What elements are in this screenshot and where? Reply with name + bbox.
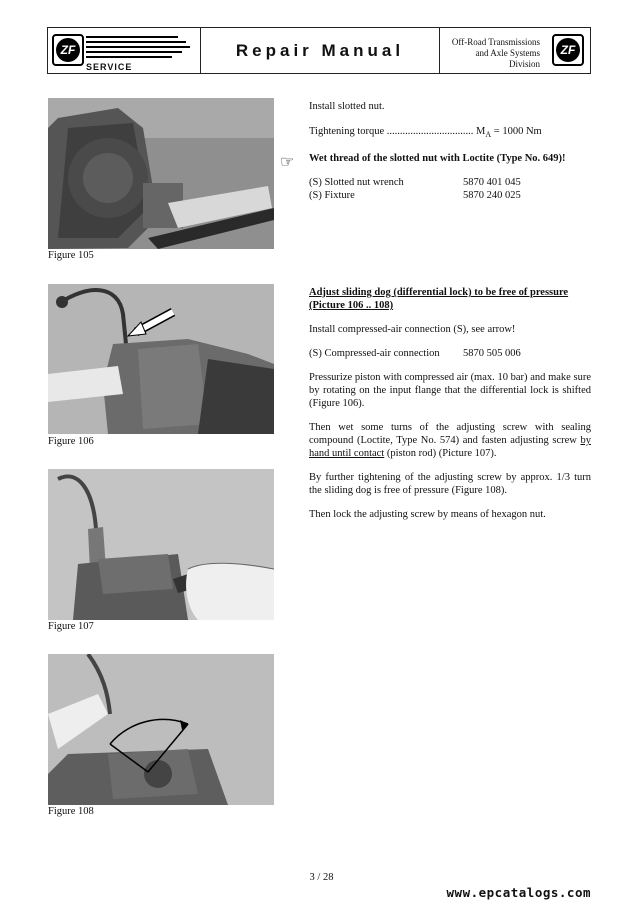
section-heading [309,286,591,312]
torque-label: Tightening torque ................................. [309,126,474,137]
figure-106-photo [48,284,274,434]
tool-row [309,189,591,202]
torque-subscript: A [485,130,492,140]
adjusting-screw-text-a: Then wet some turns of the adjusting screw with sealing compound (Loctite, Type No. 574) and fasten adjusting screw [309,422,591,446]
zf-logo-right [552,34,584,66]
loctite-note: Wet thread of the slotted nut with Loctite (Type No. 649)! [309,153,566,165]
zf-logo-right-text: ZF [556,38,580,62]
figure-107-caption: Figure 107 [48,621,94,632]
service-label: SERVICE [86,62,133,72]
adjusting-screw-text-b: (piston rod) (Picture 107). [384,448,497,459]
figure-107-photo [48,469,274,620]
tool-name: (S) Compressed-air connection [309,348,440,359]
tool-number: 5870 401 045 [463,177,521,189]
adjusting-screw-text [309,421,591,460]
tool-name: (S) Fixture [309,190,355,202]
adjusting-screw-photo [48,469,274,620]
zf-service-logo [48,28,201,73]
division-line-3: Division [508,59,540,69]
torque-value: = 1000 Nm [491,126,542,137]
page-header [47,27,591,74]
torque-line [309,125,591,141]
axle-slotted-nut-photo [48,98,274,249]
adjusting-screw-text-underlined: by hand until contact [309,435,591,459]
tool-number: 5870 505 006 [463,348,521,359]
figure-108-photo [48,654,274,805]
figure-105-photo [48,98,274,249]
install-slotted-nut-text: Install slotted nut. [309,101,385,112]
speed-lines-icon [86,34,194,60]
torque-symbol: M [476,126,486,137]
tool-row [309,176,591,189]
sliding-dog-adjust-photo [48,654,274,805]
install-connection-text: Install compressed-air connection (S), see arrow! [309,324,516,335]
pressurize-text: Pressurize piston with compressed air (max. 10 bar) and make sure by rotating on the input flange that the differential lock is shifted (Figure 106). [309,372,591,409]
section-heading-line-1: Adjust sliding dog (differential lock) to be free of pressure [309,287,569,298]
tools-list [309,176,591,202]
tool-name: (S) Slotted nut wrench [309,177,404,189]
pointing-hand-icon: ☞ [280,154,295,171]
lock-screw-text: Then lock the adjusting screw by means of hexagon nut. [309,509,546,520]
division-text [452,37,540,70]
zf-logo-text: ZF [56,38,80,62]
page-number: 3 / 28 [309,872,334,883]
division-line-1: Off-Road Transmissions [451,37,540,47]
further-tightening-text: By further tightening of the adjusting screw by approx. 1/3 turn the sliding dog is free of pressure (Figure 108). [309,472,591,496]
document-title: Repair Manual [201,28,440,73]
figure-108-caption: Figure 108 [48,806,94,817]
tool-number: 5870 240 025 [463,190,521,202]
watermark-link[interactable]: www.epcatalogs.com [446,885,591,900]
section-slotted-nut [309,100,591,202]
compressed-air-connection-photo [48,284,274,434]
section-sliding-dog [309,286,591,521]
section-heading-line-2: (Picture 106 .. 108) [309,300,394,311]
tool-row [309,347,591,360]
figure-105-caption: Figure 105 [48,250,94,261]
figure-106-caption: Figure 106 [48,436,94,447]
division-line-2: and Axle Systems [475,48,540,58]
zf-logo-badge [52,34,84,66]
division-block [440,28,590,73]
